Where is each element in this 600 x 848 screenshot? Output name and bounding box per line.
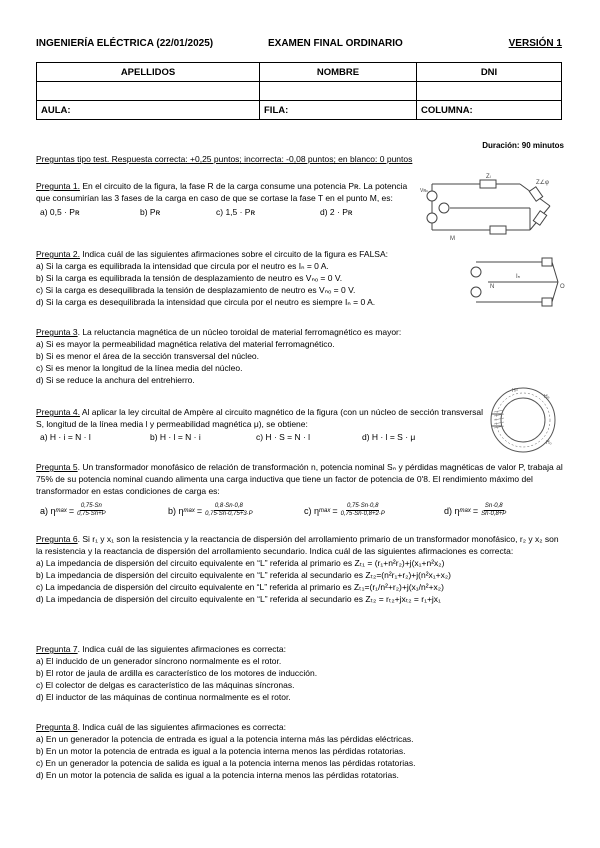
fig2-in-label: Iₙ xyxy=(516,274,521,280)
option-d[interactable]: d) H · l = S · μ xyxy=(362,432,416,442)
option-d[interactable]: d) 2 · Pʀ xyxy=(320,207,353,217)
option-d[interactable]: d) Si se reduce la anchura del entrehierro. xyxy=(36,375,195,385)
option-c[interactable] xyxy=(304,503,444,518)
option-d[interactable]: d) La impedancia de dispersión del circuito equivalente en “L” referida al secundario es Zₜ₂ = rₜ₂+jxₜ₂ = r₁+jx₁ xyxy=(36,594,441,604)
numerator: Sn·0,8 xyxy=(484,503,503,509)
question-label: Pregunta 2. xyxy=(36,249,80,259)
option-b[interactable] xyxy=(168,503,304,518)
question-1 xyxy=(36,180,420,218)
question-label: Pregunta 4. xyxy=(36,407,80,417)
dni-field[interactable] xyxy=(417,82,562,101)
dni-header: DNI xyxy=(417,63,562,82)
equals-sign: = xyxy=(196,505,203,516)
fig2-n-label: N xyxy=(490,284,495,290)
eta-symbol: a) η xyxy=(40,505,56,516)
option-a[interactable]: a) Si la carga es equilibrada la intensidad que circula por el neutro es Iₙ = 0 A. xyxy=(36,261,329,271)
numerator: 0,75·Sn xyxy=(80,503,102,509)
option-b[interactable]: b) La impedancia de dispersión del circuito equivalente en “L” referida al secundario es Zₜ₂=(n²r₁+r₂)+j(n²x₁+x₂) xyxy=(36,570,452,580)
question-label: Pregunta 1. xyxy=(36,181,80,191)
option-a[interactable]: a) En un generador la potencia de entrada es igual a la potencia interna más las pérdidas eléctricas. xyxy=(36,734,414,744)
option-d[interactable]: d) El inductor de las máquinas de continua normalmente es el rotor. xyxy=(36,692,291,702)
option-c[interactable]: c) H · S = N · l xyxy=(256,432,311,442)
denominator: 0,75·Sn·0,75+3·P xyxy=(205,511,253,517)
fig4-label-hd: Hᵈ xyxy=(512,388,518,394)
duration: Duración: 90 minutos xyxy=(482,141,564,150)
question-label: Pregunta 5 xyxy=(36,462,78,472)
option-b[interactable]: b) Si es menor el área de la sección transversal del núcleo. xyxy=(36,351,260,361)
exam-header xyxy=(36,38,562,52)
fig4-label-he: Hₑ xyxy=(544,394,550,400)
option-c[interactable]: c) En un generador la potencia de salida es igual a la potencia interna menos las pérdidas rotatorias. xyxy=(36,758,416,768)
eta-subscript: max xyxy=(183,507,195,514)
option-a[interactable]: a) El inducido de un generador síncrono normalmente es el rotor. xyxy=(36,656,282,666)
option-d[interactable] xyxy=(444,503,564,518)
question-text: En el circuito de la figura, la fase R de la carga consume una potencia Pʀ. La potencia que consumirían las 3 fases de la carga en caso de que se cortase la fase T en el punto M, es: xyxy=(36,181,408,203)
question-4 xyxy=(36,406,484,443)
nombre-header: NOMBRE xyxy=(260,63,417,82)
denominator: Sn·0,8+P xyxy=(481,511,507,517)
option-b[interactable]: b) H · l = N · i xyxy=(150,432,201,442)
question-7 xyxy=(36,643,536,703)
fig4-label-ho: Hₒ xyxy=(546,440,552,446)
equals-sign: = xyxy=(332,505,338,516)
fig1-zl-label: Zₗ xyxy=(486,174,491,180)
fraction xyxy=(205,503,253,518)
fila-field[interactable]: FILA: xyxy=(260,101,417,120)
question-text: . Si r₁ y x₁ son la resistencia y la reactancia de dispersión del arrollamiento primario de un transformador monofásico, r₂ y x₂ son la resistencia y la reactancia de dispersión del arrollamiento secundario. Indica cuál de las siguientes afirmaciones es correcta: xyxy=(36,534,559,556)
option-b[interactable]: b) En un motor la potencia de entrada es igual a la potencia interna menos las pérdidas rotatorias. xyxy=(36,746,406,756)
option-a[interactable]: a) 0,5 · Pʀ xyxy=(40,207,80,217)
eta-symbol: b) η xyxy=(168,505,184,516)
instructions: Preguntas tipo test. Respuesta correcta: +0,25 puntos; incorrecta: -0,08 puntos; en blanco: 0 puntos xyxy=(36,154,413,164)
nombre-field[interactable] xyxy=(260,82,417,101)
figure-2-circuit xyxy=(462,252,568,312)
apellidos-header: APELLIDOS xyxy=(37,63,260,82)
option-a[interactable] xyxy=(36,503,168,518)
question-text: . Un transformador monofásico de relación de transformación n, potencia nominal Sₙ y pérdidas magnéticas de valor P, trabaja al 75% de su potencia nominal cuando alimenta una carga inductiva que tiene un factor de potencia de 0'8. El rendimiento máximo del transformador en estas condiciones de carga es: xyxy=(36,462,563,496)
option-c[interactable]: c) La impedancia de dispersión del circuito equivalente en “L” referida al primario es Zₜ₁=(r₁/n²+r₂)+j(x₁/n²+x₂) xyxy=(36,582,444,592)
question-text: Al aplicar la ley circuital de Ampère al circuito magnético de la figura (con un núcleo de sección transversal S, longitud de la línea media l y permeabilidad magnética μ), se obtiene: xyxy=(36,407,483,429)
option-a[interactable]: a) H · i = N · l xyxy=(40,432,91,442)
question-2 xyxy=(36,248,476,308)
equals-sign: = xyxy=(472,505,479,516)
option-d[interactable]: d) En un motor la potencia de salida es igual a la potencia interna menos las pérdidas rotatorias. xyxy=(36,770,399,780)
question-6 xyxy=(36,533,564,605)
option-c[interactable]: c) Si es menor la longitud de la línea media del núcleo. xyxy=(36,363,243,373)
apellidos-field[interactable] xyxy=(37,82,260,101)
fraction xyxy=(77,503,106,518)
question-text: . La reluctancia magnética de un núcleo toroidal de material ferromagnético es mayor: xyxy=(77,327,402,337)
question-text: Indica cuál de las siguientes afirmaciones sobre el circuito de la figura es FALSA: xyxy=(79,249,389,259)
option-b[interactable]: b) El rotor de jaula de ardilla es característico de los motores de inducción. xyxy=(36,668,318,678)
option-d[interactable]: d) Si la carga es desequilibrada la intensidad que circula por el neutro es siempre Iₙ = 0 A. xyxy=(36,297,376,307)
fig1-m-label: M xyxy=(450,236,455,242)
option-a[interactable]: a) Si es mayor la permeabilidad magnética relativa del material ferromagnético. xyxy=(36,339,335,349)
equals-sign: = xyxy=(68,505,75,516)
option-a[interactable]: a) La impedancia de dispersión del circuito equivalente en “L” referida al primario es Zₜ₁ = (r₁+n²r₂)+j(x₁+n²x₂) xyxy=(36,558,445,568)
fraction xyxy=(481,503,506,518)
eta-subscript: max xyxy=(319,507,331,514)
fraction xyxy=(341,503,385,518)
question-8 xyxy=(36,721,556,781)
eta-symbol: c) η xyxy=(304,505,320,516)
numerator: 0,75·Sn·0,8 xyxy=(347,503,379,509)
figure-1-circuit xyxy=(420,170,566,242)
question-label: Pregunta 6 xyxy=(36,534,78,544)
aula-field[interactable]: AULA: xyxy=(37,101,260,120)
denominator: 0,75·Sn+P xyxy=(77,511,106,517)
denominator: 0,75·Sn·0,8+2·P xyxy=(340,511,385,517)
fig2-o-label: O xyxy=(560,284,565,290)
question-3 xyxy=(36,326,536,386)
student-id-table xyxy=(36,62,562,120)
fig1-vrn-label: Vʀₙ xyxy=(420,188,429,194)
option-c[interactable]: c) El colector de delgas es característico de las máquinas síncronas. xyxy=(36,680,295,690)
eta-subscript: max xyxy=(55,507,67,514)
option-c[interactable]: c) 1,5 · Pʀ xyxy=(216,207,256,217)
course-title: INGENIERÍA ELÉCTRICA (22/01/2025) xyxy=(36,38,214,49)
option-b[interactable]: b) Si la carga es equilibrada la tensión de desplazamiento de neutro es Vₙₒ = 0 V. xyxy=(36,273,343,283)
exam-version: VERSIÓN 1 xyxy=(508,38,562,49)
eta-symbol: d) η xyxy=(444,505,460,516)
question-text: . Indica cuál de las siguientes afirmaciones es correcta: xyxy=(77,644,286,654)
option-c[interactable]: c) Si la carga es desequilibrada la tensión de desplazamiento de neutro es Vₙₒ = 0 V. xyxy=(36,285,356,295)
option-b[interactable]: b) Pʀ xyxy=(140,207,161,217)
fig1-load-label: Z∠φ xyxy=(536,180,549,186)
columna-field[interactable]: COLUMNA: xyxy=(417,101,562,120)
question-5 xyxy=(36,461,564,518)
exam-title: EXAMEN FINAL ORDINARIO xyxy=(268,38,403,49)
question-label: Pregunta 8 xyxy=(36,722,78,732)
figure-4-magnetic-circuit xyxy=(482,384,564,456)
eta-subscript: max xyxy=(459,507,471,514)
question-text: . Indica cuál de las siguientes afirmaciones es correcta: xyxy=(77,722,286,732)
question-label: Pregunta 7 xyxy=(36,644,78,654)
question-label: Pregunta 3 xyxy=(36,327,78,337)
numerator: 0,8·Sn·0,8 xyxy=(214,503,243,509)
